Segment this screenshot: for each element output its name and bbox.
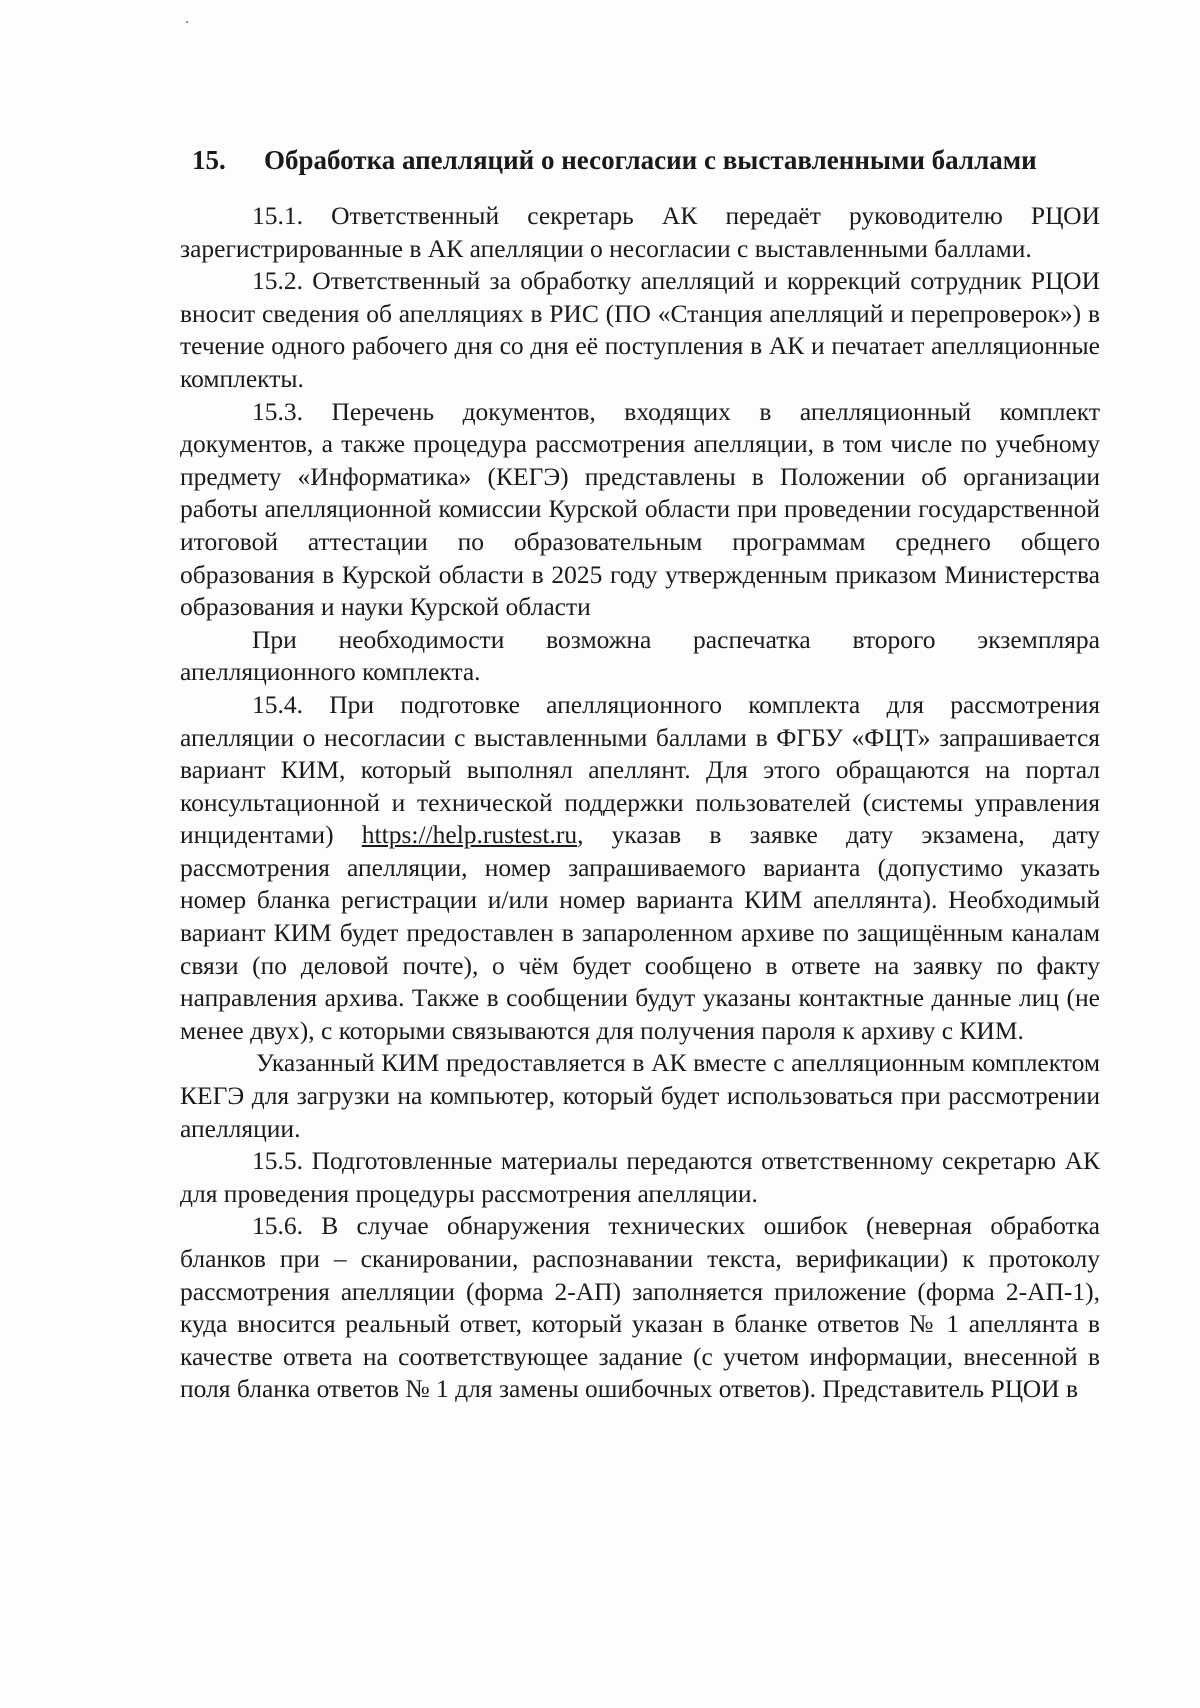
paragraph-15-1: 15.1. Ответственный секретарь АК передаёт руководителю РЦОИ зарегистрированные в АК апелляции о несогласии с выставленными баллами. [180, 201, 1100, 263]
scan-speck [186, 21, 188, 23]
paragraph-reprint-note: При необходимости возможна распечатка второго экземпляра апелляционного комплекта. [180, 624, 1100, 687]
paragraph-15-4 [180, 689, 1100, 1048]
document-body [180, 200, 1100, 1406]
section-title: Обработка апелляций о несогласии с выставленными баллами [264, 145, 1037, 175]
paragraph-15-2: 15.2. Ответственный за обработку апелляций и коррекций сотрудник РЦОИ вносит сведения об апелляциях в РИС (ПО «Станция апелляций и перепроверок») в течение одного рабочего дня со дня её поступления в АК и печатает апелляционные комплекты. [180, 266, 1100, 393]
section-number: 15. [192, 145, 226, 175]
paragraph-15-5: 15.5. Подготовленные материалы передаются ответственному секретарю АК для проведения процедуры рассмотрения апелляции. [180, 1146, 1100, 1208]
help-portal-link[interactable]: https://help.rustest.ru [361, 820, 578, 850]
paragraph-15-6: 15.6. В случае обнаружения технических ошибок (неверная обработка бланков при – сканировании, распознавании текста, верификации) к протоколу рассмотрения апелляции (форма 2-АП) заполняется приложение (форма 2-АП-1), куда вносится реальный ответ, который указан в бланке ответов № 1 апеллянта в качестве ответа на соответствующее задание (с учетом информации, внесенной в поля бланка ответов № 1 для замены ошибочных ответов). Представитель РЦОИ в [180, 1211, 1100, 1404]
section-heading [192, 142, 1092, 178]
paragraph-15-3: 15.3. Перечень документов, входящих в апелляционный комплект документов, а также процедура рассмотрения апелляции, в том числе по учебному предмету «Информатика» (КЕГЭ) представлены в Положении об организации работы апелляционной комиссии Курской области при проведении государственной итоговой аттестации по образовательным программам среднего общего образования в Курской области в 2025 году утвержденным приказом Министерства образования и науки Курской области [180, 396, 1100, 622]
paragraph-15-4-text-a: 15.4. При подготовке апелляционного комплекта для рассмотрения апелляции о несогласии с выставленными баллами в ФГБУ «ФЦТ» запрашивается вариант КИМ, который выполнял апеллянт. Для этого обращаются на портал консультационной и технической поддержки пользователей (системы управления инцидентами) [180, 689, 1100, 850]
paragraph-kim-note: Указанный КИМ предоставляется в АК вместе с апелляционным комплектом КЕГЭ для загрузки на компьютер, который будет использоваться при рассмотрении апелляции. [180, 1048, 1100, 1143]
paragraph-15-4-text-b: , указав в заявке дату экзамена, дату рассмотрения апелляции, номер запрашиваемого варианта (допустимо указать номер бланка регистрации и/или номер варианта КИМ апеллянта). Необходимый вариант КИМ будет предоставлен в запароленном архиве по защищённым каналам связи (по деловой почте), о чём будет сообщено в ответе на заявку по факту направления архива. Также в сообщении будут указаны контактные данные лиц (не менее двух), с которыми связываются для получения пароля к архиву с КИМ. [180, 820, 1101, 1045]
